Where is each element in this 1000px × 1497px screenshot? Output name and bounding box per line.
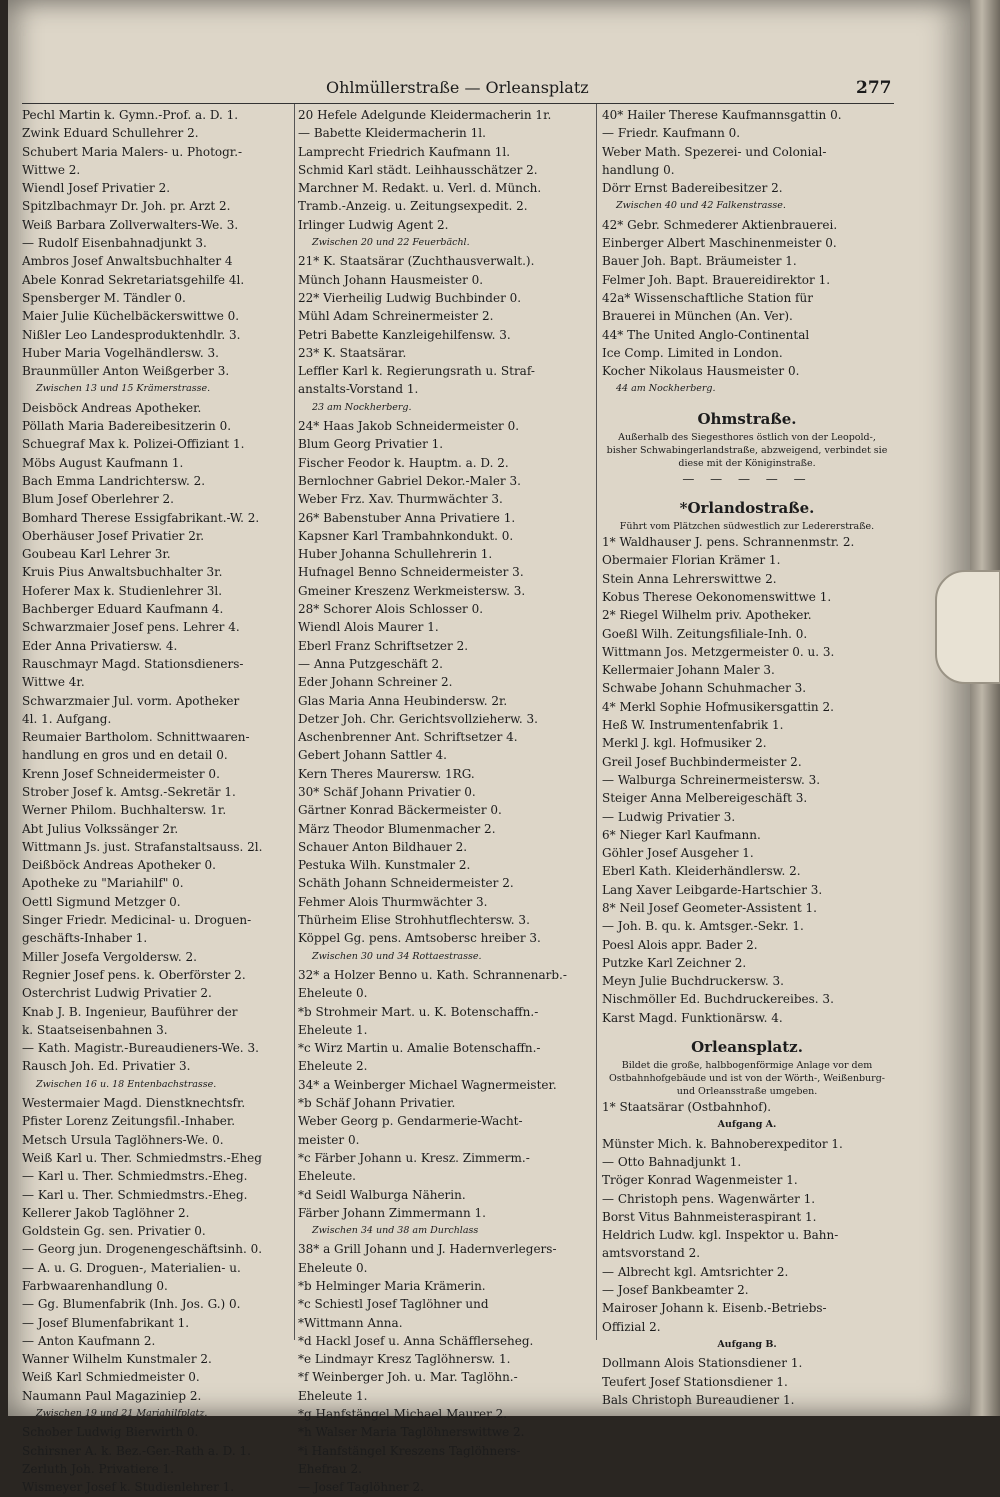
directory-entry: Eheleute 1. [298, 1022, 368, 1037]
directory-entry: Wittwe 4r. [22, 675, 85, 690]
directory-entry: Ice Comp. Limited in London. [602, 345, 783, 360]
directory-entry: Dörr Ernst Badereibesitzer 2. [602, 181, 783, 196]
directory-entry: — Otto Bahnadjunkt 1. [602, 1154, 742, 1169]
directory-entry: 30* Schäf Johann Privatier 0. [298, 784, 476, 799]
directory-entry: Einberger Albert Maschinenmeister 0. [602, 236, 837, 251]
directory-entry: Wiendl Alois Maurer 1. [298, 620, 439, 635]
directory-entry: — Walburga Schreinermeistersw. 3. [602, 772, 821, 787]
column-1 [22, 106, 290, 1497]
directory-entry: Weiß Karl u. Ther. Schmiedmstrs.-Eheg [22, 1150, 262, 1165]
directory-entry: — Josef Bankbeamter 2. [602, 1283, 749, 1298]
directory-entry: Osterchrist Ludwig Privatier 2. [22, 986, 212, 1001]
directory-entry: 44* The United Anglo-Continental [602, 327, 810, 342]
directory-entry: Eberl Franz Schriftsetzer 2. [298, 638, 469, 653]
directory-entry: meister 0. [298, 1132, 360, 1147]
directory-entry: — A. u. G. Droguen-, Materialien- u. [22, 1260, 241, 1275]
directory-entry: *h Walser Maria Taglöhnerswittwe 2. [298, 1425, 525, 1440]
directory-entry: *c Wirz Martin u. Amalie Botenschaffn.- [298, 1041, 541, 1056]
orlando-entries [602, 533, 892, 1027]
directory-entry: Ehefrau 2. [298, 1461, 362, 1476]
directory-entry: Westermaier Magd. Dienstknechtsfr. [22, 1096, 246, 1111]
directory-entry: Tröger Konrad Wagenmeister 1. [602, 1173, 798, 1188]
directory-entry: Glas Maria Anna Heubindersw. 2r. [298, 693, 508, 708]
directory-entry: 4* Merkl Sophie Hofmusikersgattin 2. [602, 699, 834, 714]
directory-entry: Bachberger Eduard Kaufmann 4. [22, 602, 224, 617]
directory-entry: 34* a Weinberger Michael Wagnermeister. [298, 1077, 557, 1092]
directory-entry: Abt Julius Volkssänger 2r. [22, 821, 179, 836]
directory-entry: Maier Julie Küchelbäckerswittwe 0. [22, 309, 240, 324]
directory-entry: Zwink Eduard Schullehrer 2. [22, 126, 199, 141]
directory-entry: Huber Johanna Schullehrerin 1. [298, 547, 493, 562]
directory-entry: Schauer Anton Bildhauer 2. [298, 839, 468, 854]
directory-entry: Münster Mich. k. Bahnoberexpeditor 1. [602, 1136, 843, 1151]
directory-entry: Gmeiner Kreszenz Werkmeistersw. 3. [298, 583, 526, 598]
directory-entry: amtsvorstand 2. [602, 1246, 701, 1261]
directory-entry: Oettl Sigmund Metzger 0. [22, 894, 181, 909]
directory-entry: *Wittmann Anna. [298, 1315, 403, 1330]
directory-entry: Abele Konrad Sekretariatsgehilfe 4l. [22, 272, 245, 287]
directory-entry: Zwischen 19 und 21 Mariahilfplatz. [36, 1408, 208, 1420]
directory-entry: 20 Hefele Adelgunde Kleidermacherin 1r. [298, 108, 552, 122]
directory-entry: Deißböck Andreas Apotheker 0. [22, 858, 216, 873]
column-2 [298, 106, 590, 1497]
column-3 [602, 106, 892, 1409]
directory-entry: — Babette Kleidermacherin 1l. [298, 126, 486, 141]
directory-entry: Goldstein Gg. sen. Privatier 0. [22, 1224, 206, 1239]
directory-entry: Schwarzmaier Josef pens. Lehrer 4. [22, 620, 240, 635]
directory-entry: Schwabe Johann Schuhmacher 3. [602, 681, 807, 696]
directory-entry: Wanner Wilhelm Kunstmaler 2. [22, 1352, 212, 1367]
directory-entry: *c Schiestl Josef Taglöhner und [298, 1297, 489, 1312]
directory-entry: Aschenbrenner Ant. Schriftsetzer 4. [298, 730, 518, 745]
directory-entry: 22* Vierheilig Ludwig Buchbinder 0. [298, 290, 522, 305]
directory-entry: *g Hanfstängel Michael Maurer 2. [298, 1407, 508, 1422]
directory-entry: 42* Gebr. Schmederer Aktienbrauerei. [602, 217, 838, 232]
directory-entry: Putzke Karl Zeichner 2. [602, 955, 747, 970]
directory-entry: 28* Schorer Alois Schlosser 0. [298, 602, 484, 617]
directory-entry: Huber Maria Vogelhändlersw. 3. [22, 345, 219, 360]
directory-entry: Regnier Josef pens. k. Oberförster 2. [22, 967, 246, 982]
directory-entry: 6* Nieger Karl Kaufmann. [602, 827, 761, 842]
directory-entry: Eheleute 0. [298, 986, 368, 1001]
directory-entry: Wittmann Jos. Metzgermeister 0. u. 3. [602, 644, 835, 659]
directory-entry: Farbwaarenhandlung 0. [22, 1279, 168, 1293]
directory-entry: Bach Emma Landrichtersw. 2. [22, 473, 206, 488]
directory-entry: 40* Hailer Therese Kaufmannsgattin 0. [602, 108, 842, 122]
directory-entry: 1* Staatsärar (Ostbahnhof). [602, 1100, 772, 1115]
directory-entry: Borst Vitus Bahnmeisteraspirant 1. [602, 1209, 817, 1224]
directory-entry: Weber Math. Spezerei- und Colonial- [602, 144, 827, 159]
directory-entry: Kruis Pius Anwaltsbuchhalter 3r. [22, 565, 223, 580]
directory-entry: handlung 0. [602, 162, 675, 177]
directory-entry: 4l. 1. Aufgang. [22, 711, 112, 726]
directory-entry: Karst Magd. Funktionärsw. 4. [602, 1010, 783, 1025]
directory-entry: Irlinger Ludwig Agent 2. [298, 217, 449, 232]
directory-entry: Kellerer Jakob Taglöhner 2. [22, 1205, 190, 1220]
directory-entry: Brauerei in München (An. Ver). [602, 309, 793, 324]
directory-entry: Steiger Anna Melbereigeschäft 3. [602, 791, 808, 806]
directory-entry: — Karl u. Ther. Schmiedmstrs.-Eheg. [22, 1187, 248, 1202]
directory-entry: Schober Ludwig Bierwirth 0. [22, 1425, 199, 1440]
directory-entry: Köppel Gg. pens. Amtsobersc hreiber 3. [298, 931, 541, 946]
directory-entry: Schmid Karl städt. Leihhausschätzer 2. [298, 162, 538, 177]
directory-entry: — Friedr. Kaufmann 0. [602, 126, 741, 141]
directory-entry: Kapsner Karl Trambahnkondukt. 0. [298, 528, 514, 543]
directory-entry: — Rudolf Eisenbahnadjunkt 3. [22, 236, 207, 251]
directory-entry: Zwischen 16 u. 18 Entenbachstrasse. [36, 1078, 217, 1090]
directory-entry: Felmer Joh. Bapt. Brauereidirektor 1. [602, 272, 831, 287]
directory-entry: Naumann Paul Magaziniер 2. [22, 1388, 202, 1403]
directory-entry: Reumaier Bartholom. Schnittwaaren- [22, 730, 250, 745]
directory-entry: Eheleute. [298, 1169, 356, 1184]
directory-entry: Mairoser Johann k. Eisenb.-Betriebs- [602, 1301, 827, 1316]
directory-entry: Zerluth Joh. Privatiere 1. [22, 1461, 174, 1476]
directory-entry: Werner Philom. Buchhaltersw. 1r. [22, 803, 227, 818]
directory-entry: 2* Riegel Wilhelm priv. Apotheker. [602, 608, 812, 623]
directory-entry: Bals Christoph Bureaudiener 1. [602, 1392, 795, 1407]
directory-entry: Rausch Joh. Ed. Privatier 3. [22, 1059, 191, 1074]
directory-entry: Wiendl Josef Privatier 2. [22, 181, 171, 196]
directory-entry: Obermaier Florian Krämer 1. [602, 553, 781, 568]
directory-entry: Fehmer Alois Thurmwächter 3. [298, 894, 488, 909]
directory-entry: Dollmann Alois Stationsdiener 1. [602, 1356, 803, 1371]
directory-entry: Nißler Leo Landesproduktenhdlr. 3. [22, 327, 241, 342]
directory-entry: — Kath. Magistr.-Bureaudieners-We. 3. [22, 1041, 259, 1056]
directory-entry: 32* a Holzer Benno u. Kath. Schrannenarb.- [298, 967, 567, 982]
directory-entry: — Christoph pens. Wagenwärter 1. [602, 1191, 816, 1206]
directory-entry: Schirsner A. k. Bez.-Ger.-Rath a. D. 1. [22, 1443, 251, 1458]
directory-entry: Singer Friedr. Medicinal- u. Droguen- [22, 913, 252, 928]
orleans-heading: Orleansplatz. [691, 1038, 803, 1057]
directory-entry: Thürheim Elise Strohhutflechtersw. 3. [298, 913, 530, 928]
directory-entry: Wittwe 2. [22, 162, 81, 177]
directory-entry: Metsch Ursula Taglöhners-We. 0. [22, 1132, 224, 1147]
directory-entry: Lamprecht Friedrich Kaufmann 1l. [298, 144, 511, 159]
directory-entry: 24* Haas Jakob Schneidermeister 0. [298, 419, 520, 434]
directory-entry: Bauer Joh. Bapt. Bräumeister 1. [602, 254, 797, 269]
directory-entry: Kern Theres Maurersw. 1RG. [298, 766, 475, 781]
directory-entry: *b Strohmeir Mart. u. K. Botenschaffn.- [298, 1004, 539, 1019]
directory-entry: Schubert Maria Malers- u. Photogr.- [22, 144, 243, 159]
book-edge [970, 0, 1000, 1416]
directory-entry: 44 am Nockherberg. [616, 383, 716, 395]
directory-entry: Zwischen 40 und 42 Falkenstrasse. [616, 200, 786, 212]
directory-entry: Strober Josef k. Amtsg.-Sekretär 1. [22, 784, 236, 799]
directory-entry: Eheleute 1. [298, 1388, 368, 1403]
directory-entry: Apotheke zu "Mariahilf" 0. [22, 876, 184, 891]
directory-entry: Goeßl Wilh. Zeitungsfiliale-Inh. 0. [602, 626, 808, 641]
directory-entry: Heldrich Ludw. kgl. Inspektor u. Bahn- [602, 1228, 839, 1243]
directory-entry: — Georg jun. Drogenengeschäftsinh. 0. [22, 1242, 263, 1257]
directory-entry: Kellermaier Johann Maler 3. [602, 663, 775, 678]
directory-entry: *e Lindmayr Kresz Taglöhnersw. 1. [298, 1352, 511, 1367]
directory-entry: *d Hackl Josef u. Anna Schäfflerseheg. [298, 1333, 534, 1348]
directory-entry: geschäfts-Inhaber 1. [22, 931, 148, 946]
orlando-heading: *Orlandostraße. [679, 499, 815, 518]
directory-entry: Pechl Martin k. Gymn.-Prof. a. D. 1. [22, 108, 239, 122]
directory-entry: Eheleute 0. [298, 1260, 368, 1275]
directory-entry: Leffler Karl k. Regierungsrath u. Straf- [298, 364, 535, 379]
directory-entry: Schwarzmaier Jul. vorm. Apotheker [22, 693, 240, 708]
directory-page [8, 0, 970, 1495]
directory-entry: Heß W. Instrumentenfabrik 1. [602, 718, 784, 733]
directory-entry: Lang Xaver Leibgarde-Hartschier 3. [602, 882, 823, 897]
directory-entry: Braunmüller Anton Weißgerber 3. [22, 364, 230, 379]
directory-entry: Gärtner Konrad Bäckermeister 0. [298, 803, 502, 818]
col3-entries [602, 106, 892, 399]
directory-entry: *b Schäf Johann Privatier. [298, 1096, 456, 1111]
directory-entry: Blum Josef Oberlehrer 2. [22, 492, 174, 507]
directory-entry: Aufgang A. [717, 1119, 777, 1131]
directory-entry: Zwischen 13 und 15 Krämerstrasse. [36, 383, 211, 395]
directory-entry: Meyn Julie Buchdruckersw. 3. [602, 974, 784, 989]
directory-entry: 38* a Grill Johann und J. Hadernverlegers- [298, 1242, 557, 1257]
directory-entry: Wittmann Js. just. Strafanstaltsauss. 2l. [22, 839, 263, 854]
directory-entry: Pestuka Wilh. Kunstmaler 2. [298, 858, 471, 873]
directory-entry: Oberhäuser Josef Privatier 2r. [22, 528, 205, 543]
directory-entry: — Joh. B. qu. k. Amtsger.-Sekr. 1. [602, 919, 804, 934]
directory-entry: Goubeau Karl Lehrer 3r. [22, 547, 171, 562]
directory-entry: März Theodor Blumenmacher 2. [298, 821, 496, 836]
directory-entry: 23 am Nockherberg. [312, 401, 412, 413]
directory-entry: Mühl Adam Schreinermeister 2. [298, 309, 494, 324]
directory-entry: 8* Neil Josef Geometer-Assistent 1. [602, 900, 817, 915]
directory-entry: — Ludwig Privatier 3. [602, 809, 736, 824]
directory-entry: Teufert Josef Stationsdiener 1. [602, 1374, 788, 1389]
page-header [326, 78, 892, 102]
directory-entry: Poesl Alois appr. Bader 2. [602, 937, 758, 952]
ohm-heading: Ohmstraße. [697, 409, 797, 428]
directory-entry: Weber Frz. Xav. Thurmwächter 3. [298, 492, 503, 507]
directory-entry: Eder Anna Privatiersw. 4. [22, 638, 178, 653]
directory-entry: Detzer Joh. Chr. Gerichtsvollzieherw. 3. [298, 711, 538, 726]
directory-entry: Stein Anna Lehrerswittwe 2. [602, 571, 777, 586]
directory-entry: — Albrecht kgl. Amtsrichter 2. [602, 1264, 789, 1279]
directory-entry: Aufgang B. [717, 1338, 777, 1350]
orleans-entries [602, 1098, 892, 1409]
directory-entry: Möbs August Kaufmann 1. [22, 455, 184, 470]
directory-entry: — Anna Putzgeschäft 2. [298, 656, 443, 671]
directory-entry: k. Staatseisenbahnen 3. [22, 1022, 168, 1037]
directory-entry: — Anton Kaufmann 2. [22, 1333, 156, 1348]
directory-entry: 42a* Wissenschaftliche Station für [602, 290, 813, 305]
directory-entry: Zwischen 34 und 38 am Durchlass [312, 1225, 479, 1237]
directory-entry: — Josef Taglöhner 2. [298, 1480, 424, 1495]
directory-entry: Krenn Josef Schneidermeister 0. [22, 766, 220, 781]
orlando-note: Führt vom Plätzchen südwestlich zur Ledererstraße. [619, 521, 875, 533]
directory-entry: Offizial 2. [602, 1319, 661, 1334]
ohm-dashes: — — — — — [682, 471, 812, 486]
directory-entry: Spitzlbachmayr Dr. Joh. pr. Arzt 2. [22, 199, 231, 214]
directory-entry: Marchner M. Redakt. u. Verl. d. Münch. [298, 181, 542, 196]
directory-entry: Hoferer Max k. Studienlehrer 3l. [22, 583, 223, 598]
directory-entry: Eberl Kath. Kleiderhändlersw. 2. [602, 864, 801, 879]
directory-entry: *i Hanfstängel Kreszens Taglöhners- [298, 1443, 521, 1458]
directory-entry: *c Färber Johann u. Kresz. Zimmerm.- [298, 1150, 530, 1165]
directory-entry: Kobus Therese Oekonomenswittwe 1. [602, 589, 832, 604]
directory-entry: Schuegraf Max k. Polizei-Offiziant 1. [22, 437, 245, 452]
directory-entry: Fischer Feodor k. Hauptm. a. D. 2. [298, 455, 509, 470]
directory-entry: Ambros Josef Anwaltsbuchhalter 4 [22, 254, 233, 269]
directory-entry: Bernlochner Gabriel Dekor.-Maler 3. [298, 473, 521, 488]
directory-entry: Wismeyer Josef k. Studienlehrer 1. [22, 1480, 235, 1495]
directory-entry: *d Seidl Walburga Näherin. [298, 1187, 466, 1202]
directory-entry: handlung en gros und en detail 0. [22, 748, 228, 763]
directory-entry: Pfister Lorenz Zeitungsfil.-Inhaber. [22, 1114, 236, 1129]
directory-entry: Eder Johann Schreiner 2. [298, 675, 453, 690]
directory-entry: Merkl J. kgl. Hofmusiker 2. [602, 736, 767, 751]
running-title: Ohlmüllerstraße — Orleansplatz [326, 78, 589, 97]
column-divider-1 [294, 104, 295, 1340]
directory-entry: 26* Babenstuber Anna Privatiere 1. [298, 510, 516, 525]
directory-entry: *b Helminger Maria Krämerin. [298, 1279, 486, 1293]
directory-entry: Zwischen 30 und 34 Rottaestrasse. [312, 950, 482, 962]
directory-entry: — Gg. Blumenfabrik (Inh. Jos. G.) 0. [22, 1297, 241, 1312]
directory-entry: Miller Josefa Vergoldersw. 2. [22, 949, 197, 964]
directory-entry: anstalts-Vorstand 1. [298, 382, 419, 397]
directory-entry: — Karl u. Ther. Schmiedmstrs.-Eheg. [22, 1169, 248, 1184]
directory-entry: Spensberger M. Tändler 0. [22, 290, 186, 305]
header-rule [22, 103, 894, 104]
directory-entry: Nischmöller Ed. Buchdruckereibes. 3. [602, 992, 834, 1007]
directory-entry: Schäth Johann Schneidermeister 2. [298, 876, 514, 891]
directory-entry: Färber Johann Zimmermann 1. [298, 1205, 486, 1220]
directory-entry: Rauschmayr Magd. Stationsdieners- [22, 656, 244, 671]
directory-entry: 1* Waldhauser J. pens. Schrannenmstr. 2. [602, 535, 855, 550]
directory-entry: *f Weinberger Joh. u. Mar. Taglöhn.- [298, 1370, 518, 1385]
directory-entry: 23* K. Staatsärar. [298, 345, 407, 360]
ohm-note: Außerhalb des Siegesthores östlich von der Leopold-, bisher Schwabingerlandstraße, abzweigend, verbindet sie diese mit der Königinstraße. [606, 431, 888, 469]
directory-entry: Deisböck Andreas Apotheker. [22, 400, 202, 415]
directory-entry: Münch Johann Hausmeister 0. [298, 272, 484, 287]
directory-entry: Greil Josef Buchbindermeister 2. [602, 754, 802, 769]
index-tab [935, 570, 1000, 684]
directory-entry: Knab J. B. Ingenieur, Bauführer der [22, 1004, 238, 1019]
directory-entry: Zwischen 20 und 22 Feuerbächl. [312, 237, 470, 249]
directory-entry: Tramb.-Anzeig. u. Zeitungsexpedit. 2. [298, 199, 528, 214]
directory-entry: Pöllath Maria Badereibesitzerin 0. [22, 419, 232, 434]
directory-entry: Hufnagel Benno Schneidermeister 3. [298, 565, 524, 580]
column-divider-2 [596, 104, 597, 1340]
directory-entry: Weber Georg p. Gendarmerie-Wacht- [298, 1114, 523, 1129]
orleans-note: Bildet die große, halbbogenförmige Anlage vor dem Ostbahnhofgebäude und ist von der Wörth-, Weißenburg- und Orleansstraße umgeben. [608, 1060, 886, 1098]
directory-entry: 21* K. Staatsärar (Zuchthausverwalt.). [298, 254, 535, 269]
directory-entry: Eheleute 2. [298, 1059, 368, 1074]
directory-entry: Bomhard Therese Essigfabrikant.-W. 2. [22, 510, 260, 525]
directory-entry: Göhler Josef Ausgeher 1. [602, 846, 754, 861]
directory-entry: Weiß Karl Schmiedmeister 0. [22, 1370, 200, 1385]
directory-entry: Petri Babette Kanzleigehilfensw. 3. [298, 327, 511, 342]
directory-entry: Blum Georg Privatier 1. [298, 437, 444, 452]
directory-entry: Kocher Nikolaus Hausmeister 0. [602, 364, 800, 379]
directory-entry: Weiß Barbara Zollverwalters-We. 3. [22, 217, 239, 232]
directory-entry: — Josef Blumenfabrikant 1. [22, 1315, 190, 1330]
directory-entry: Gebert Johann Sattler 4. [298, 748, 447, 763]
page-number: 277 [856, 78, 892, 98]
